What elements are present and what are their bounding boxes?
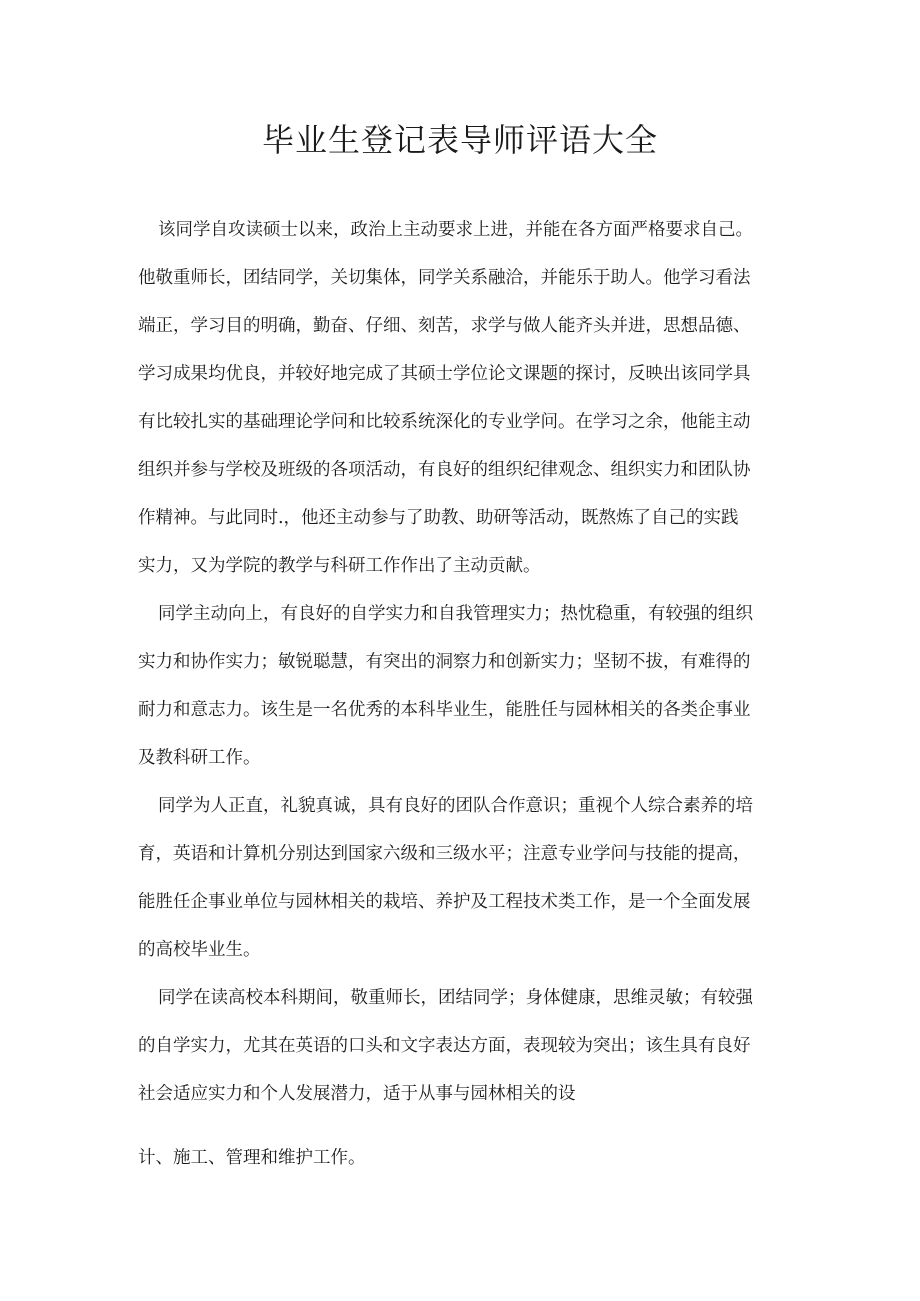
paragraph-4-line-1: 同学在读高校本科期间，敬重师长，团结同学；身体健康，思维灵敏；有较强 (158, 988, 753, 1008)
paragraph-2-line-3: 耐力和意志力。该生是一名优秀的本科毕业生，能胜任与园林相关的各类企事业 (138, 700, 751, 720)
paragraph-1-line-3: 端正，学习目的明确，勤奋、仔细、刻苦，求学与做人能齐头并进，思想品德、 (138, 316, 751, 336)
paragraph-2-line-1: 同学主动向上，有良好的自学实力和自我管理实力；热忱稳重，有较强的组织 (158, 604, 753, 624)
paragraph-3-line-3: 能胜任企事业单位与园林相关的栽培、养护及工程技术类工作，是一个全面发展 (138, 892, 751, 912)
paragraph-4-line-3: 社会适应实力和个人发展潜力，适于从事与园林相关的设 (138, 1084, 576, 1104)
paragraph-2-line-4: 及教科研工作。 (138, 748, 261, 768)
paragraph-1-line-2: 他敬重师长，团结同学，关切集体，同学关系融洽，并能乐于助人。他学习看法 (138, 268, 751, 288)
paragraph-3-line-2: 育，英语和计算机分别达到国家六级和三级水平；注意专业学问与技能的提高， (138, 844, 751, 864)
paragraph-4-line-4: 计、施工、管理和维护工作。 (138, 1148, 366, 1168)
paragraph-2-line-2: 实力和协作实力；敏锐聪慧，有突出的洞察力和创新实力；坚韧不拔，有难得的 (138, 652, 751, 672)
paragraph-1-line-7: 作精神。与此同时.，他还主动参与了助教、助研等活动，既熬炼了自己的实践 (138, 508, 739, 528)
paragraph-3-line-4: 的高校毕业生。 (138, 940, 261, 960)
paragraph-1-line-6: 组织并参与学校及班级的各项活动，有良好的组织纪律观念、组织实力和团队协 (138, 460, 751, 480)
paragraph-4-line-2: 的自学实力，尤其在英语的口头和文字表达方面，表现较为突出；该生具有良好 (138, 1036, 751, 1056)
paragraph-1-line-1: 该同学自攻读硕士以来，政治上主动要求上进，并能在各方面严格要求自己。 (158, 220, 753, 240)
paragraph-1-line-8: 实力，又为学院的教学与科研工作作出了主动贡献。 (138, 556, 541, 576)
paragraph-3-line-1: 同学为人正直，礼貌真诚，具有良好的团队合作意识；重视个人综合素养的培 (158, 796, 753, 816)
paragraph-1-line-5: 有比较扎实的基础理论学问和比较系统深化的专业学问。在学习之余，他能主动 (138, 412, 751, 432)
paragraph-1-line-4: 学习成果均优良，并较好地完成了其硕士学位论文课题的探讨，反映出该同学具 (138, 364, 751, 384)
page-title: 毕业生登记表导师评语大全 (261, 121, 658, 159)
